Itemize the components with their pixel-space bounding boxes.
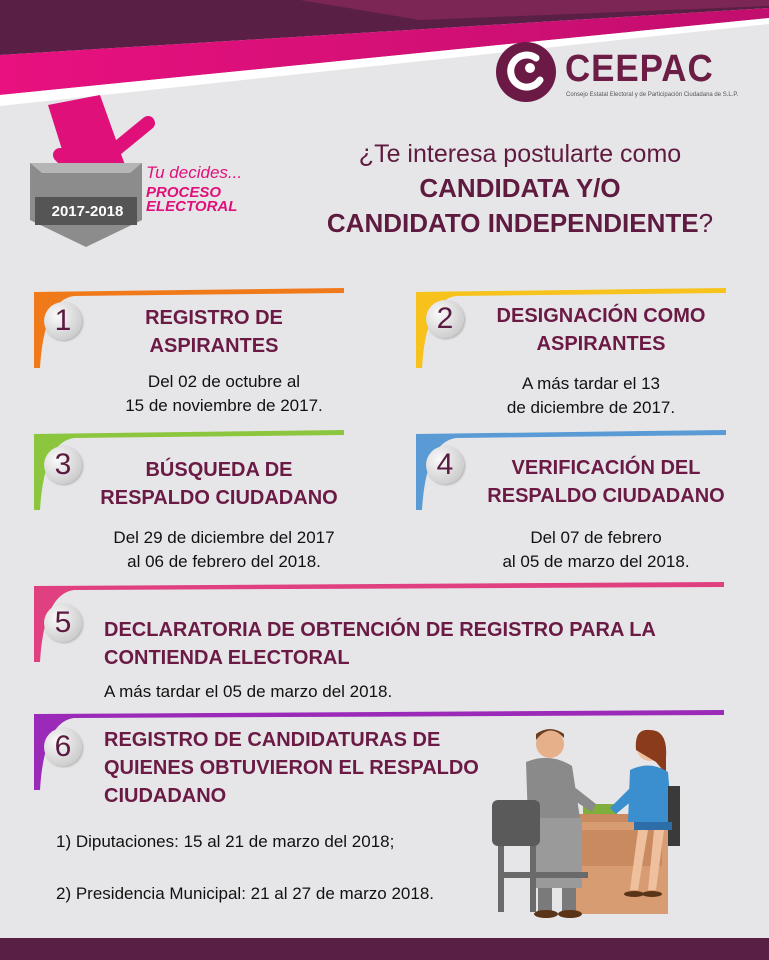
step-4-number: 4	[426, 446, 464, 484]
step-6-number: 6	[44, 728, 82, 766]
step-5-title: DECLARATORIA DE OBTENCIÓN DE REGISTRO PARA LA CONTIENDA ELECTORAL	[104, 619, 656, 669]
headline-line2: CANDIDATA Y/O	[419, 173, 621, 203]
step-4-dates: Del 07 de febrero al 05 de marzo del 2018.	[502, 528, 690, 571]
step-3-title: BÚSQUEDA DE RESPALDO CIUDADANO	[100, 459, 338, 509]
step-2-title: DESIGNACIÓN COMO ASPIRANTES	[496, 305, 706, 355]
step-1-dates: Del 02 de octubre al 15 de noviembre de 2017.	[125, 372, 323, 415]
step-5-number: 5	[44, 604, 82, 642]
headline	[300, 140, 740, 239]
step-4	[416, 430, 736, 580]
step-6-item-1: 1) Diputaciones: 15 al 21 de marzo del 2018;	[56, 832, 395, 851]
headline-line1: ¿Te interesa postularte como	[358, 140, 682, 168]
step-2-dates: A más tardar el 13 de diciembre de 2017.	[506, 374, 676, 417]
step-1-number: 1	[44, 302, 82, 340]
ceepac-logo-subtitle: Consejo Estatal Electoral y de Participación Ciudadana de S.L.P.	[566, 92, 739, 98]
step-1	[34, 288, 354, 428]
step-2	[416, 288, 736, 428]
badge-years: 2017-2018	[51, 203, 124, 220]
footer-band	[0, 938, 769, 960]
step-3-dates: Del 29 de diciembre del 2017 al 06 de febrero del 2018.	[113, 528, 335, 571]
interview-illustration	[488, 722, 708, 918]
step-3-number: 3	[44, 446, 82, 484]
step-2-number: 2	[426, 300, 464, 338]
step-4-title: VERIFICACIÓN DEL RESPALDO CIUDADANO	[487, 457, 725, 507]
step-6-title: REGISTRO DE CANDIDATURAS DE QUIENES OBTUVIERON EL RESPALDO CIUDADANO	[104, 729, 479, 807]
ceepac-logo-text: CEEPAC	[565, 48, 714, 90]
headline-question-mark: ?	[698, 208, 714, 238]
step-3	[34, 430, 354, 580]
badge-line1: PROCESO	[146, 184, 222, 201]
ceepac-logo-icon	[494, 40, 558, 104]
step-5	[34, 582, 734, 707]
step-1-title: REGISTRO DE ASPIRANTES	[145, 307, 283, 357]
step-6-item-2: 2) Presidencia Municipal: 21 al 27 de marzo 2018.	[56, 884, 434, 903]
badge-line2: ELECTORAL	[146, 198, 238, 215]
badge-tagline: Tu decides...	[146, 163, 243, 182]
step-5-dates: A más tardar el 05 de marzo del 2018.	[104, 682, 393, 701]
headline-line3: CANDIDATO INDEPENDIENTE	[326, 208, 699, 238]
proceso-electoral-badge	[30, 95, 245, 250]
